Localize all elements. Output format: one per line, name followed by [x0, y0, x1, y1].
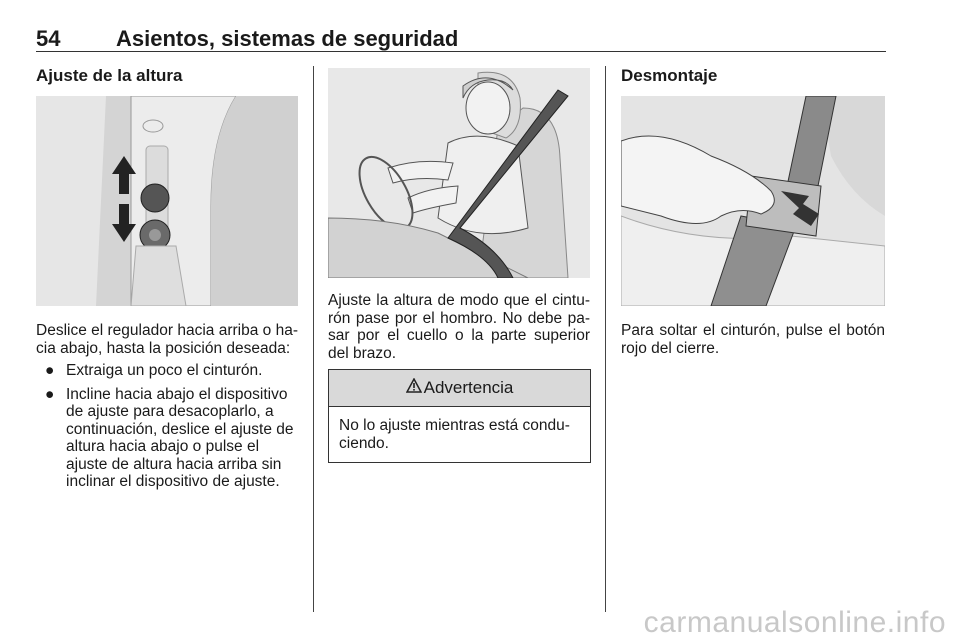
col1-bullet-list: [36, 356, 298, 491]
watermark: carmanualsonline.info: [643, 606, 946, 639]
column-divider-1: [313, 66, 314, 612]
bullet-text: Extraiga un poco el cinturón.: [66, 362, 263, 379]
height-adjuster-illustration: [36, 96, 298, 306]
figure-driver-belt: [328, 68, 590, 278]
section-heading-height-adjust: Ajuste de la altura: [36, 66, 183, 85]
column-divider-2: [605, 66, 606, 612]
driver-belt-illustration: [328, 68, 590, 278]
col2-paragraph: Ajuste la altura de modo que el cintu-rón pase por el hombro. No debe pa-sar por el cuello o la parte superior del brazo.: [328, 292, 590, 362]
buckle-release-illustration: [621, 96, 885, 306]
page-number: 54: [36, 26, 61, 51]
section-heading-removal: Desmontaje: [621, 66, 718, 85]
figure-buckle-release: [621, 96, 885, 306]
figure-height-adjuster: [36, 96, 298, 306]
warning-title: Advertencia: [423, 378, 514, 397]
page-title: Asientos, sistemas de seguridad: [116, 26, 459, 51]
col1-paragraph: Deslice el regulador hacia arriba o ha-cia abajo, hasta la posición deseada:: [36, 322, 298, 357]
bullet-dot: ●: [45, 362, 55, 379]
header-rule: [36, 51, 886, 52]
col3-paragraph: Para soltar el cinturón, pulse el botón rojo del cierre.: [621, 322, 885, 357]
warning-triangle-icon: [406, 378, 422, 398]
warning-header: [329, 370, 590, 407]
bullet-dot: ●: [45, 385, 55, 403]
list-item: [36, 386, 298, 491]
bullet-text: Incline hacia abajo el dispositivo de ajuste para desacoplarlo, a continuación, deslice el ajuste de altura hacia abajo o pulse el ajuste de altura hacia arriba sin inclinar el dispositivo de ajuste.: [66, 385, 294, 490]
warning-box: [328, 369, 591, 463]
warning-text: No lo ajuste mientras está condu-ciendo.: [339, 417, 570, 452]
list-item: [36, 362, 298, 380]
